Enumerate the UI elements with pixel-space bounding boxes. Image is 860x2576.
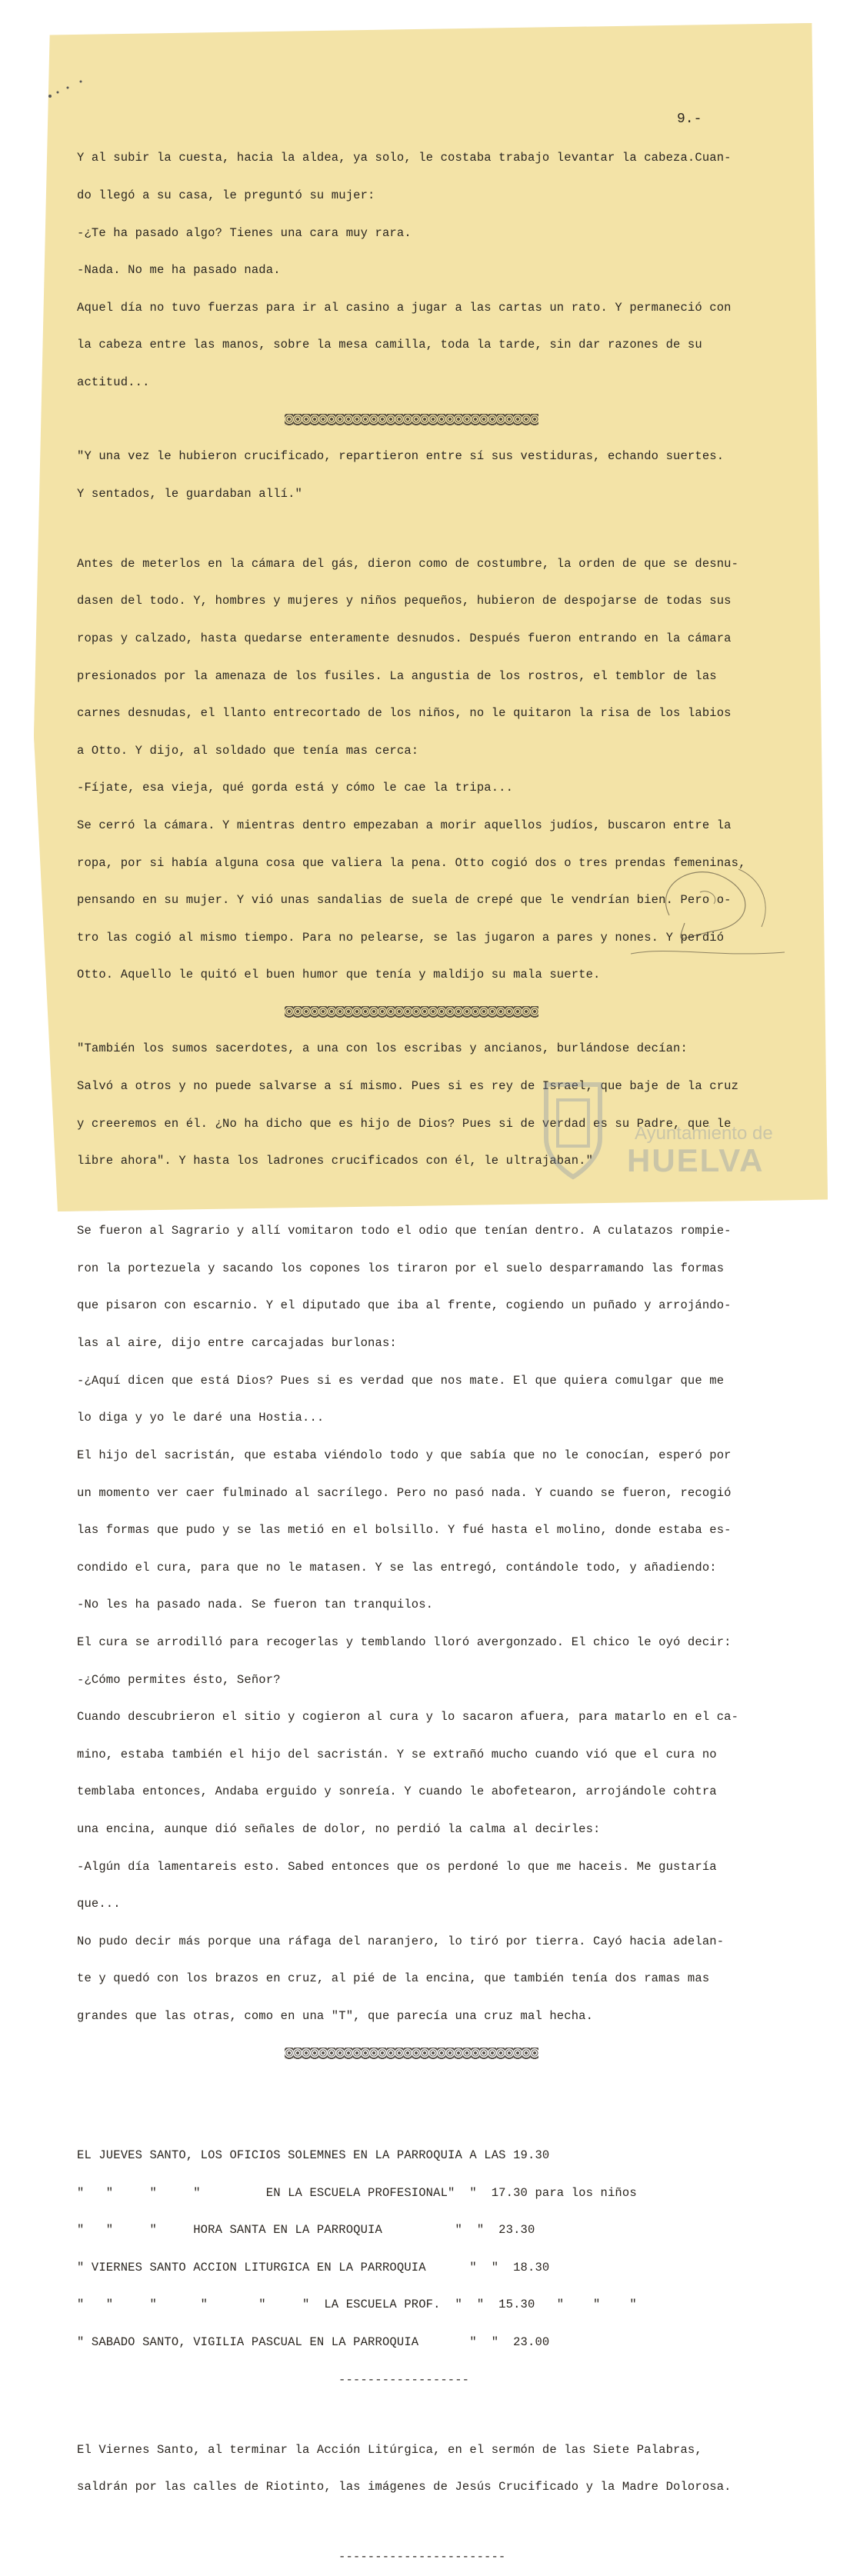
text-line: grandes que las otras, como en una "T", que parecía una cruz mal hecha. [77,2009,594,2024]
text-line: Cuando descubrieron el sitio y cogieron al cura y lo sacaron afuera, para matarlo en el ca- [77,1710,739,1725]
text-line: la cabeza entre las manos, sobre la mesa camilla, toda la tarde, sin dar razones de su [77,338,702,352]
text-line: a Otto. Y dijo, al soldado que tenía mas cerca: [77,743,419,758]
text-line: -¿Aquí dicen que está Dios? Pues si es verdad que nos mate. El que quiera comulgar que me [77,1373,725,1388]
text-line: y creeremos en él. ¿No ha dicho que es hijo de Dios? Pues si de verdad es su Padre, que le [77,1116,732,1131]
coat-of-arms-icon [531,1069,615,1185]
text-line: -¿Te ha pasado algo? Tienes una cara muy rara. [77,225,412,240]
text-line: -Algún día lamentareis esto. Sabed entonces que os perdoné lo que me haceis. Me gustaría [77,1859,717,1874]
text-line: "También los sumos sacerdotes, a una con los escribas y ancianos, burlándose decían: [77,1041,688,1056]
text-line: ron la portezuela y sacando los copones los tiraron por el suelo desparramando las formas [77,1261,725,1275]
text-line: Aquel día no tuvo fuerzas para ir al casino a jugar a las cartas un rato. Y permaneció con [77,300,732,315]
text-line: El hijo del sacristán, que estaba viéndolo todo y que sabía que no le conocían, esperó por [77,1448,732,1462]
text-line: -¿Cómo permites ésto, Señor? [77,1672,281,1687]
text-line: mino, estaba también el hijo del sacristán. Y se extrañó mucho cuando vió que el cura no [77,1747,717,1761]
text-line: -Nada. No me ha pasado nada. [77,263,281,278]
blank-line [77,2084,792,2091]
paper-specks [46,77,92,108]
text-line: Y al subir la cuesta, hacia la aldea, ya solo, le costaba trabajo levantar la cabeza.Cuan- [77,151,732,165]
text-line: temblaba entonces, Andaba erguido y sonreía. Y cuando le abofetearon, arrojándole cohtra [77,1785,717,1799]
text-line: do llegó a su casa, le preguntó su mujer: [77,188,375,203]
text-line: No pudo decir más porque una ráfaga del naranjero, lo tiró por tierra. Cayó hacia adelan- [77,1934,725,1948]
blank-line [77,2411,792,2418]
text-line: Otto. Aquello le quitó el buen humor que tenía y maldijo su mala suerte. [77,968,601,982]
document-body [77,127,792,2576]
text-line: presionados por la amenaza de los fusiles. La angustia de los rostros, el temblor de las [77,668,717,683]
ornament-divider [285,2048,538,2059]
text-line: ropa, por si había alguna cosa que valiera la pena. Otto cogió dos o tres prendas femeninas, [77,855,746,870]
text-line: -No les ha pasado nada. Se fueron tan tranquilos. [77,1598,434,1612]
ornament-divider [285,414,538,425]
text-line: te y quedó con los brazos en cruz, al pié de la encina, que también tenía dos ramas mas [77,1971,710,1986]
ornament-divider [285,1006,538,1018]
text-line: Y sentados, le guardaban allí." [77,486,302,501]
schedule-line: " VIERNES SANTO ACCION LITURGICA EN LA PARROQUIA " " 18.30 [77,2260,550,2274]
schedule-line: " " " HORA SANTA EN LA PARROQUIA " " 23.30 [77,2223,535,2238]
text-line: Antes de meterlos en la cámara del gás, dieron como de costumbre, la orden de que se desnu- [77,556,739,571]
closing-line: El Viernes Santo, al terminar la Acción Litúrgica, en el sermón de las Siete Palabras, [77,2442,702,2457]
schedule-line: " " " " EN LA ESCUELA PROFESIONAL" " 17.30 para los niños [77,2185,637,2200]
text-line: Se fueron al Sagrario y allí vomitaron todo el odio que tenían dentro. A culatazos rompie- [77,1224,732,1238]
closing-line: saldrán por las calles de Riotinto, las imágenes de Jesús Crucificado y la Madre Dolorosa. [77,2480,732,2494]
text-line: carnes desnudas, el llanto entrecortado de los niños, no le quitaron la risa de los labios [77,706,732,721]
page-number: 9.- [677,112,702,127]
text-line: Salvó a otros y no puede salvarse a sí mismo. Pues si es rey de Israel, que baje de la cruz [77,1079,739,1094]
text-line: lo diga y yo le daré una Hostia... [77,1411,325,1425]
blank-line [77,2116,792,2124]
pen-sketch-drawing [623,854,792,961]
schedule-rule: ------------------ [338,2372,470,2387]
schedule-line: EL JUEVES SANTO, LOS OFICIOS SOLEMNES EN LA PARROQUIA A LAS 19.30 [77,2148,550,2162]
schedule-line: " " " " " " LA ESCUELA PROF. " " 15.30 " " " [77,2298,637,2312]
blank-line [77,1192,792,1200]
blank-line [77,2518,792,2526]
text-line: Se cerró la cámara. Y mientras dentro empezaban a morir aquellos judíos, buscaron entre la [77,818,732,832]
text-line: "Y una vez le hubieron crucificado, repartieron entre sí sus vestiduras, echando suertes. [77,449,725,464]
text-line: ropas y calzado, hasta quedarse enteramente desnudos. Después fueron entrando en la cámara [77,631,732,645]
text-line: -Fíjate, esa vieja, qué gorda está y cómo le cae la tripa... [77,781,514,795]
text-line: que pisaron con escarnio. Y el diputado que iba al frente, cogiendo un puñado y arrojándo- [77,1298,732,1313]
huelva-watermark [531,1069,808,1185]
text-line: dasen del todo. Y, hombres y mujeres y niños pequeños, hubieron de despojarse de todas sus [77,594,732,608]
final-rule: ----------------------- [338,2550,506,2564]
schedule-line: " SABADO SANTO, VIGILIA PASCUAL EN LA PARROQUIA " " 23.00 [77,2334,550,2349]
watermark-line1: Ayuntamiento de [635,1123,773,1144]
watermark-line2: HUELVA [627,1142,765,1178]
text-line: que... [77,1897,121,1911]
text-line: pensando en su mujer. Y vió unas sandalias de suela de crepé que le vendrían bien. Pero o- [77,893,732,908]
text-line: un momento ver caer fulminado al sacrílego. Pero no pasó nada. Y cuando se fueron, recogió [77,1485,732,1500]
text-line: las formas que pudo y se las metió en el bolsillo. Y fué hasta el molino, donde estaba es- [77,1523,732,1538]
text-line: tro las cogió al mismo tiempo. Para no pelearse, se las jugaron a pares y nones. Y perdió [77,930,725,945]
text-line: condido el cura, para que no le matasen. Y se las entregó, contándole todo, y añadiendo: [77,1560,717,1575]
text-line: actitud... [77,375,150,390]
text-line: las al aire, dijo entre carcajadas burlonas: [77,1336,397,1351]
blank-line [77,525,792,532]
text-line: una encina, aunque dió señales de dolor, no perdió la calma al decirles: [77,1822,601,1837]
text-line: libre ahora". Y hasta los ladrones crucificados con él, le ultrajaban." [77,1154,594,1168]
text-line: El cura se arrodilló para recogerlas y temblando lloró avergonzado. El chico le oyó decir: [77,1635,732,1649]
